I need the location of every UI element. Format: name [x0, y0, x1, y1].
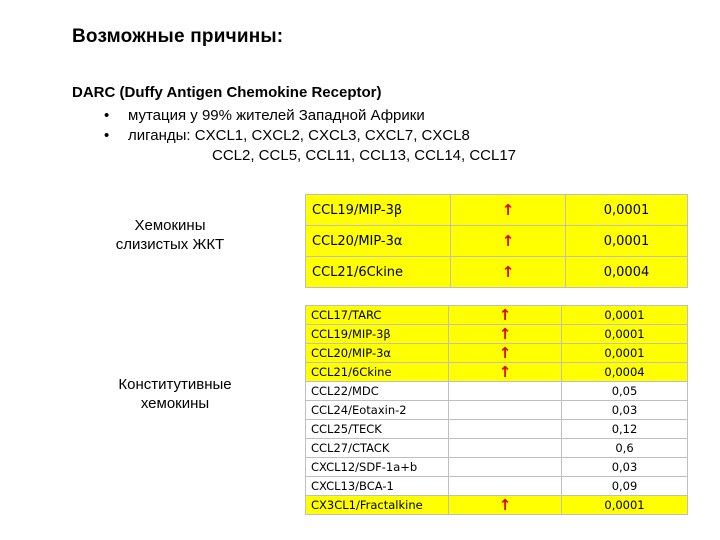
p-value: 0,0004 [566, 257, 688, 288]
p-value: 0,6 [562, 439, 688, 458]
mucosal-row [306, 195, 688, 226]
chemokine-name: CCL21/6Ckine [306, 363, 449, 382]
constitutive-row [306, 344, 688, 363]
darc-fullname: (Duffy Antigen Chemokine Receptor) [119, 84, 382, 101]
constitutive-row [306, 382, 688, 401]
page-title: Возможные причины: [72, 26, 284, 47]
up-arrow-icon: ↑ [449, 344, 562, 363]
darc-bullets [104, 106, 516, 166]
p-value: 0,0001 [562, 306, 688, 325]
p-value: 0,0001 [566, 195, 688, 226]
chemokine-name: CX3CL1/Fractalkine [306, 496, 449, 515]
chemokine-name: CCL20/MIP-3α [306, 226, 451, 257]
chemokine-name: CCL22/MDC [306, 382, 449, 401]
up-arrow-icon: ↑ [449, 363, 562, 382]
chemokine-name: CCL24/Eotaxin-2 [306, 401, 449, 420]
up-arrow-icon: ↑ [449, 496, 562, 515]
darc-acronym: DARC [72, 84, 116, 101]
chemokine-name: CCL20/MIP-3α [306, 344, 449, 363]
up-arrow-icon: ↑ [449, 325, 562, 344]
p-value: 0,05 [562, 382, 688, 401]
constitutive-chemokines-label: Конститутивные хемокины [118, 376, 232, 412]
bullet-ligands: • лиганды: CXCL1, CXCL2, CXCL3, CXCL7, CXCL8 [104, 126, 516, 146]
mucosal-row [306, 257, 688, 288]
chemokine-name: CCL19/MIP-3β [306, 325, 449, 344]
chemokine-name: CCL19/MIP-3β [306, 195, 451, 226]
constitutive-row [306, 439, 688, 458]
constitutive-table [305, 305, 688, 515]
darc-heading [72, 84, 381, 101]
constitutive-row [306, 363, 688, 382]
constitutive-row [306, 325, 688, 344]
up-arrow-icon: ↑ [451, 195, 566, 226]
constitutive-row [306, 401, 688, 420]
constitutive-row [306, 477, 688, 496]
constitutive-row [306, 458, 688, 477]
p-value: 0,0001 [562, 325, 688, 344]
chemokine-name: CCL27/CTACK [306, 439, 449, 458]
up-arrow-icon [449, 401, 562, 420]
p-value: 0,03 [562, 458, 688, 477]
constitutive-row [306, 496, 688, 515]
p-value: 0,0001 [566, 226, 688, 257]
bullet-mutation: • мутация у 99% жителей Западной Африки [104, 106, 516, 126]
chemokine-name: CXCL13/BCA-1 [306, 477, 449, 496]
chemokine-name: CCL17/TARC [306, 306, 449, 325]
p-value: 0,0001 [562, 496, 688, 515]
mucosal-table [305, 194, 688, 288]
p-value: 0,03 [562, 401, 688, 420]
chemokine-name: CCL21/6Ckine [306, 257, 451, 288]
mucosal-row [306, 226, 688, 257]
chemokine-name: CCL25/TECK [306, 420, 449, 439]
up-arrow-icon [449, 382, 562, 401]
up-arrow-icon: ↑ [449, 306, 562, 325]
up-arrow-icon [449, 458, 562, 477]
p-value: 0,12 [562, 420, 688, 439]
chemokine-name: CXCL12/SDF-1a+b [306, 458, 449, 477]
constitutive-row [306, 420, 688, 439]
p-value: 0,0004 [562, 363, 688, 382]
up-arrow-icon [449, 420, 562, 439]
mucosal-chemokines-label: Хемокины слизистых ЖКТ [115, 217, 225, 253]
bullet-ligands-continued: CCL2, CCL5, CCL11, CCL13, CCL14, CCL17 [212, 147, 517, 164]
up-arrow-icon: ↑ [451, 226, 566, 257]
p-value: 0,0001 [562, 344, 688, 363]
constitutive-row [306, 306, 688, 325]
p-value: 0,09 [562, 477, 688, 496]
up-arrow-icon: ↑ [451, 257, 566, 288]
up-arrow-icon [449, 477, 562, 496]
up-arrow-icon [449, 439, 562, 458]
